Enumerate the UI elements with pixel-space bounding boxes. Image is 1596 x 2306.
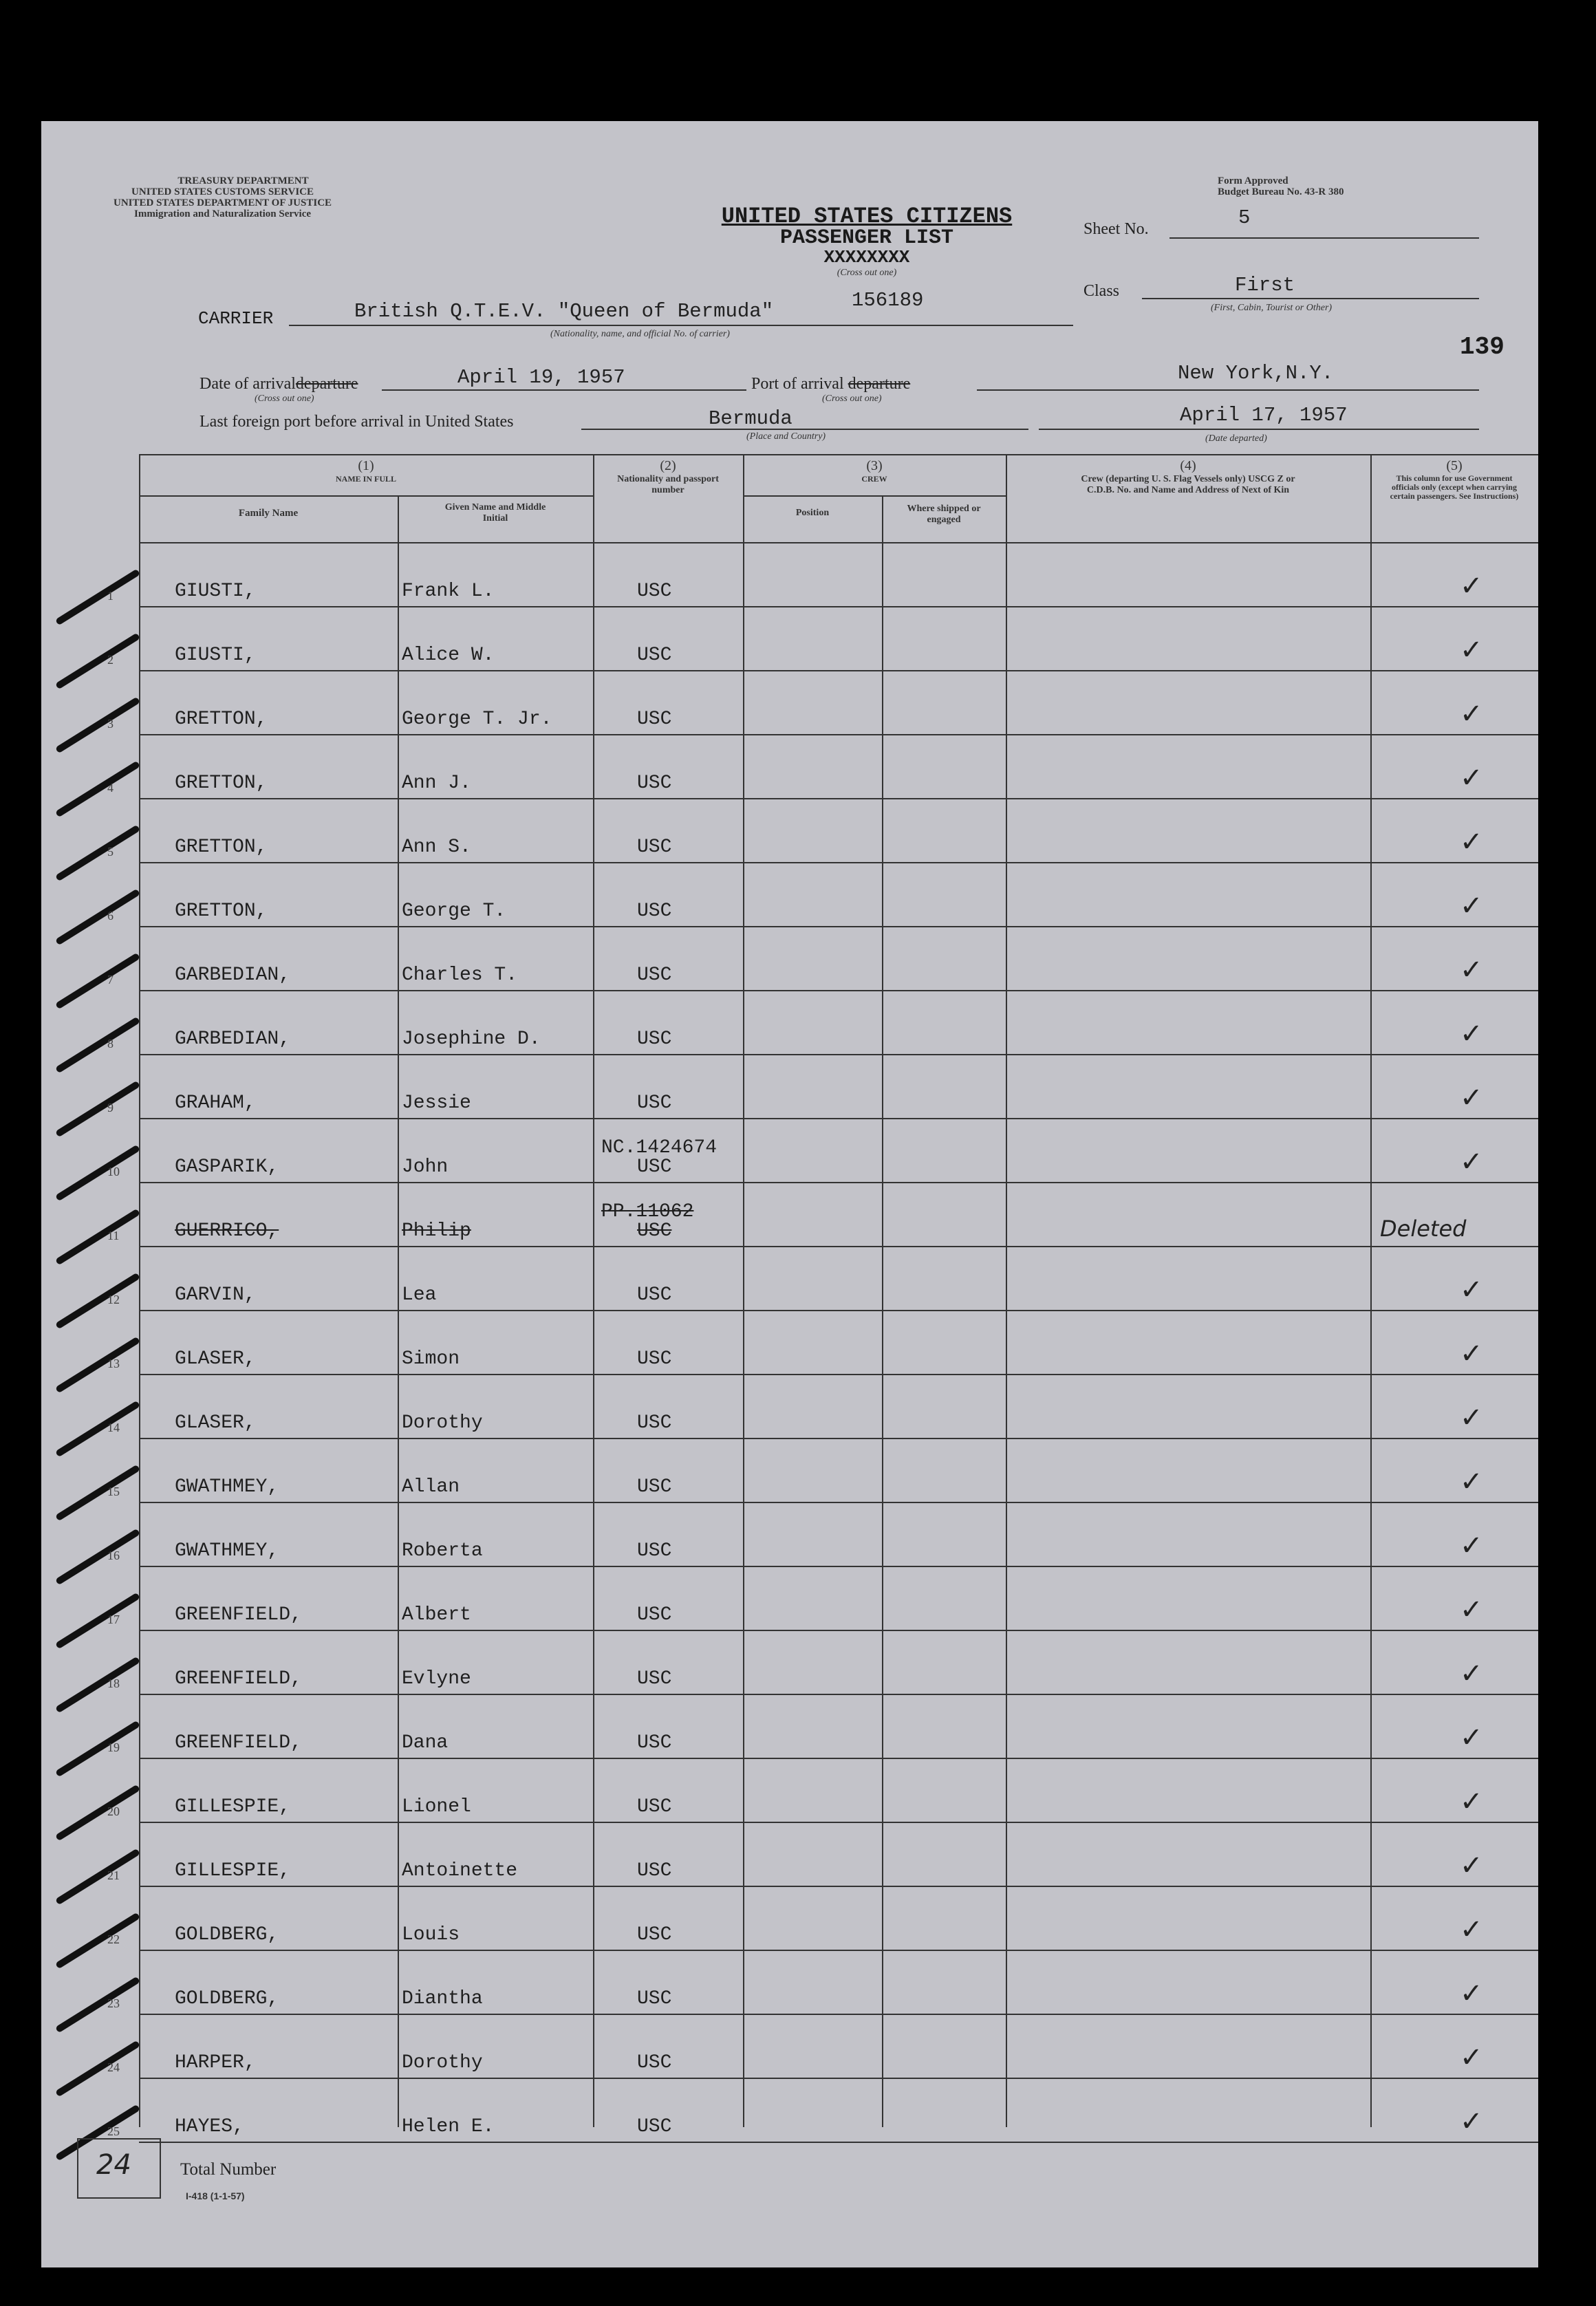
nationality: USC	[637, 1540, 672, 1562]
col4-number: (4)	[1180, 458, 1196, 473]
given-name: Dorothy	[402, 2052, 483, 2073]
col3-title: CREW	[861, 474, 887, 484]
row-number: 14	[107, 1421, 120, 1434]
row-number: 21	[107, 1868, 120, 1882]
family-name: GREENFIELD,	[175, 1604, 302, 1626]
row-number: 7	[107, 973, 114, 987]
col1-number: (1)	[358, 458, 374, 473]
table-row	[107, 1695, 1538, 1759]
crew-subheader-line	[744, 495, 1006, 497]
col3a-header: Position	[795, 508, 830, 518]
table-row	[107, 1439, 1538, 1503]
deleted-annotation: Deleted	[1380, 1216, 1467, 1242]
check-mark-icon: ✓	[1460, 762, 1483, 794]
check-mark-icon: ✓	[1460, 1018, 1483, 1050]
given-name: Simon	[402, 1348, 460, 1370]
given-name: Charles T.	[402, 965, 518, 986]
carrier-label: CARRIER	[198, 308, 274, 329]
port-departure-struck: departure	[848, 375, 911, 393]
title-line-1: UNITED STATES CITIZENS	[721, 204, 1013, 229]
nationality: USC	[637, 1924, 672, 1946]
row-number: 6	[107, 909, 114, 923]
table-row	[107, 1183, 1538, 1247]
check-mark-icon: ✓	[1460, 826, 1483, 858]
family-name: GARBEDIAN,	[175, 1028, 291, 1050]
given-name: Lionel	[402, 1796, 471, 1818]
nationality: USC	[637, 837, 672, 858]
check-mark-icon: ✓	[1460, 2106, 1483, 2137]
given-name: Jessie	[402, 1092, 471, 1114]
sheet-label: Sheet No.	[1083, 220, 1149, 238]
given-name: Frank L.	[402, 581, 495, 602]
nationality: USC	[637, 645, 672, 666]
family-name: GWATHMEY,	[175, 1540, 279, 1562]
family-name: GRETTON,	[175, 709, 268, 730]
check-mark-icon: ✓	[1460, 1850, 1483, 1882]
sheet-underline	[1169, 237, 1479, 239]
check-mark-icon: ✓	[1460, 1914, 1483, 1946]
carrier-hint: (Nationality, name, and official No. of carrier)	[550, 329, 730, 339]
agency-header	[114, 175, 332, 219]
class-underline	[1142, 298, 1479, 299]
family-name: GARVIN,	[175, 1284, 256, 1306]
family-name: HAYES,	[175, 2116, 244, 2137]
family-name: GIUSTI,	[175, 645, 256, 666]
last-port-hint: (Place and Country)	[746, 431, 826, 442]
nationality: USC	[637, 1092, 672, 1114]
nationality: USC	[637, 1412, 672, 1434]
nationality: USC	[637, 1156, 672, 1178]
carrier-underline	[289, 325, 1073, 326]
nationality: USC	[637, 1476, 672, 1498]
table-row	[107, 1119, 1538, 1183]
table-row	[107, 1759, 1538, 1823]
given-name: George T. Jr.	[402, 709, 552, 730]
col3b-header: Where shipped or engaged	[907, 504, 981, 525]
table-row	[107, 1887, 1538, 1951]
port-arrival-hint: (Cross out one)	[822, 394, 882, 404]
nationality: USC	[637, 1668, 672, 1690]
class-value: First	[1235, 274, 1295, 297]
col2-title: Nationality and passport number	[617, 474, 719, 495]
table-row	[107, 1631, 1538, 1695]
form-number: I-418 (1-1-57)	[186, 2190, 245, 2201]
check-mark-icon: ✓	[1460, 1594, 1483, 1626]
page-number: 139	[1460, 333, 1505, 361]
family-name: GILLESPIE,	[175, 1796, 291, 1818]
check-mark-icon: ✓	[1460, 890, 1483, 922]
table-row	[107, 671, 1538, 735]
family-name: GUERRICO,	[175, 1220, 279, 1242]
port-arrival-underline	[977, 389, 1479, 391]
date-arrival-label-text: Date of arrival	[200, 375, 296, 393]
carrier-official-no: 156189	[852, 289, 924, 312]
given-name: Philip	[402, 1220, 471, 1242]
given-name: Allan	[402, 1476, 460, 1498]
row-number: 20	[107, 1804, 120, 1818]
given-name: Lea	[402, 1284, 437, 1306]
row-number: 4	[107, 781, 114, 795]
agency-line-3: UNITED STATES DEPARTMENT OF JUSTICE	[114, 197, 332, 208]
col4-header	[1006, 458, 1370, 496]
check-mark-icon: ✓	[1460, 1082, 1483, 1114]
family-name: GLASER,	[175, 1348, 256, 1370]
nationality: USC	[637, 1732, 672, 1754]
col1b-header: Given Name and Middle Initial	[444, 502, 546, 524]
col5-header	[1370, 458, 1538, 501]
family-name: GOLDBERG,	[175, 1924, 279, 1946]
col5-title: This column for use Government officials only (except when carrying certain passengers. See Instructions)	[1390, 473, 1519, 501]
form-title	[715, 204, 1018, 279]
port-arrival-label	[751, 375, 910, 394]
sheet-value: 5	[1238, 206, 1251, 229]
last-port-label: Last foreign port before arrival in United States	[200, 413, 514, 431]
table-row	[107, 1951, 1538, 2015]
nationality: USC	[637, 901, 672, 922]
passenger-table	[107, 454, 1538, 2138]
nationality: USC	[637, 1284, 672, 1306]
check-mark-icon: ✓	[1460, 2042, 1483, 2073]
table-row	[107, 799, 1538, 863]
total-number-value: 24	[96, 2149, 131, 2181]
form-approved-line-1: Form Approved	[1218, 175, 1288, 186]
row-number: 15	[107, 1485, 120, 1498]
col1a-header: Family Name	[238, 508, 299, 519]
check-mark-icon: ✓	[1460, 954, 1483, 986]
check-mark-icon: ✓	[1460, 698, 1483, 730]
nationality: USC	[637, 2116, 672, 2137]
nationality: USC	[637, 965, 672, 986]
table-row	[107, 927, 1538, 991]
col1-title: NAME IN FULL	[335, 474, 396, 484]
class-hint: (First, Cabin, Tourist or Other)	[1211, 303, 1333, 313]
table-row	[107, 863, 1538, 927]
passport-number: PP.11062	[601, 1201, 694, 1222]
title-line-3-crossed: XXXXXXXX	[823, 247, 910, 268]
table-row	[107, 1247, 1538, 1311]
family-name: GLASER,	[175, 1412, 256, 1434]
given-name: Roberta	[402, 1540, 483, 1562]
given-name: Ann J.	[402, 773, 471, 794]
given-name: Louis	[402, 1924, 460, 1946]
check-mark-icon: ✓	[1460, 1658, 1483, 1690]
class-label: Class	[1083, 282, 1120, 300]
table-row	[107, 2015, 1538, 2079]
row-number: 19	[107, 1741, 120, 1754]
given-name: Ann S.	[402, 837, 471, 858]
col1-header	[139, 458, 593, 484]
row-number: 1	[107, 589, 114, 603]
row-number: 25	[107, 2124, 120, 2138]
nationality: USC	[637, 1348, 672, 1370]
table-top-border	[139, 454, 1538, 455]
row-number: 3	[107, 717, 114, 731]
table-row	[107, 1823, 1538, 1887]
row-number: 18	[107, 1677, 120, 1690]
table-row	[107, 1567, 1538, 1631]
check-mark-icon: ✓	[1460, 1466, 1483, 1498]
given-name: Alice W.	[402, 645, 495, 666]
given-name: Antoinette	[402, 1860, 518, 1882]
nationality: USC	[637, 581, 672, 602]
name-subheader-line	[139, 495, 593, 497]
date-arrival-underline	[382, 389, 746, 391]
row-divider	[139, 2142, 1538, 2143]
row-number: 2	[107, 653, 114, 667]
check-mark-icon: ✓	[1460, 1338, 1483, 1370]
nationality: USC	[637, 2052, 672, 2073]
table-row	[107, 607, 1538, 671]
nationality: USC	[637, 1028, 672, 1050]
port-arrival-value: New York,N.Y.	[1178, 362, 1334, 385]
form-approved-line-2: Budget Bureau No. 43-R 380	[1218, 186, 1344, 197]
check-mark-icon: ✓	[1460, 1722, 1483, 1754]
agency-line-1: TREASURY DEPARTMENT	[177, 175, 309, 186]
family-name: GARBEDIAN,	[175, 965, 291, 986]
row-number: 16	[107, 1549, 120, 1562]
form-approved	[1218, 175, 1344, 197]
nationality: USC	[637, 709, 672, 730]
check-mark-icon: ✓	[1460, 1402, 1483, 1434]
table-row	[107, 735, 1538, 799]
table-row	[107, 543, 1538, 607]
given-name: Helen E.	[402, 2116, 495, 2137]
given-name: George T.	[402, 901, 506, 922]
table-row	[107, 1503, 1538, 1567]
col3-header	[743, 458, 1006, 484]
total-number-label: Total Number	[180, 2160, 277, 2179]
title-note: (Cross out one)	[837, 268, 897, 278]
family-name: HARPER,	[175, 2052, 256, 2073]
col3-number: (3)	[866, 458, 883, 473]
check-mark-icon: ✓	[1460, 1274, 1483, 1306]
family-name: GRETTON,	[175, 837, 268, 858]
date-departed-value: April 17, 1957	[1180, 404, 1348, 427]
passport-number: NC.1424674	[601, 1137, 718, 1159]
given-name: Evlyne	[402, 1668, 471, 1690]
nationality: USC	[637, 1220, 672, 1242]
nationality: USC	[637, 1604, 672, 1626]
row-number: 23	[107, 1996, 120, 2010]
agency-line-4: Immigration and Naturalization Service	[133, 208, 312, 219]
check-mark-icon: ✓	[1460, 1530, 1483, 1562]
row-number: 13	[107, 1357, 120, 1370]
col2-header	[593, 458, 743, 496]
row-number: 9	[107, 1101, 114, 1114]
nationality: USC	[637, 1988, 672, 2009]
table-row	[107, 1375, 1538, 1439]
check-mark-icon: ✓	[1460, 1786, 1483, 1818]
row-number: 5	[107, 845, 114, 859]
family-name: GRETTON,	[175, 901, 268, 922]
check-mark-icon: ✓	[1460, 1978, 1483, 2009]
given-name: John	[402, 1156, 449, 1178]
date-arrival-value: April 19, 1957	[457, 366, 625, 389]
col2-number: (2)	[660, 458, 676, 473]
family-name: GIUSTI,	[175, 581, 256, 602]
date-departure-struck: departure	[295, 375, 358, 393]
check-mark-icon: ✓	[1460, 1146, 1483, 1178]
given-name: Dorothy	[402, 1412, 483, 1434]
nationality: USC	[637, 1860, 672, 1882]
family-name: GREENFIELD,	[175, 1732, 302, 1754]
agency-line-2: UNITED STATES CUSTOMS SERVICE	[131, 186, 314, 197]
check-mark-icon: ✓	[1460, 570, 1483, 602]
row-number: 12	[107, 1293, 120, 1306]
date-arrival-hint: (Cross out one)	[255, 394, 314, 404]
given-name: Josephine D.	[402, 1028, 541, 1050]
row-number: 10	[107, 1165, 120, 1178]
table-row	[107, 991, 1538, 1055]
family-name: GILLESPIE,	[175, 1860, 291, 1882]
col4-title: Crew (departing U. S. Flag Vessels only) USCG Z or C.D.B. No. and Name and Address of Next of Kin	[1081, 474, 1295, 495]
last-port-underline	[581, 429, 1028, 430]
family-name: GASPARIK,	[175, 1156, 279, 1178]
given-name: Diantha	[402, 1988, 483, 2009]
col5-number: (5)	[1446, 458, 1463, 473]
family-name: GWATHMEY,	[175, 1476, 279, 1498]
table-row	[107, 2079, 1538, 2143]
table-row	[107, 1311, 1538, 1375]
check-mark-icon: ✓	[1460, 634, 1483, 666]
row-number: 17	[107, 1613, 120, 1626]
family-name: GRAHAM,	[175, 1092, 256, 1114]
date-departed-hint: (Date departed)	[1205, 433, 1267, 444]
title-line-2: PASSENGER LIST	[779, 226, 954, 250]
last-port-value: Bermuda	[709, 407, 792, 430]
table-row	[107, 1055, 1538, 1119]
given-name: Dana	[402, 1732, 449, 1754]
row-number: 8	[107, 1037, 114, 1050]
carrier-value: British Q.T.E.V. "Queen of Bermuda"	[354, 300, 774, 323]
row-number: 24	[107, 2060, 120, 2074]
family-name: GREENFIELD,	[175, 1668, 302, 1690]
given-name: Albert	[402, 1604, 471, 1626]
row-number: 22	[107, 1932, 120, 1946]
nationality: USC	[637, 773, 672, 794]
date-departed-underline	[1039, 429, 1479, 430]
family-name: GRETTON,	[175, 773, 268, 794]
nationality: USC	[637, 1796, 672, 1818]
family-name: GOLDBERG,	[175, 1988, 279, 2009]
port-arrival-label-text: Port of arrival	[751, 375, 844, 393]
date-arrival-label	[200, 375, 358, 394]
row-number: 11	[107, 1229, 120, 1242]
